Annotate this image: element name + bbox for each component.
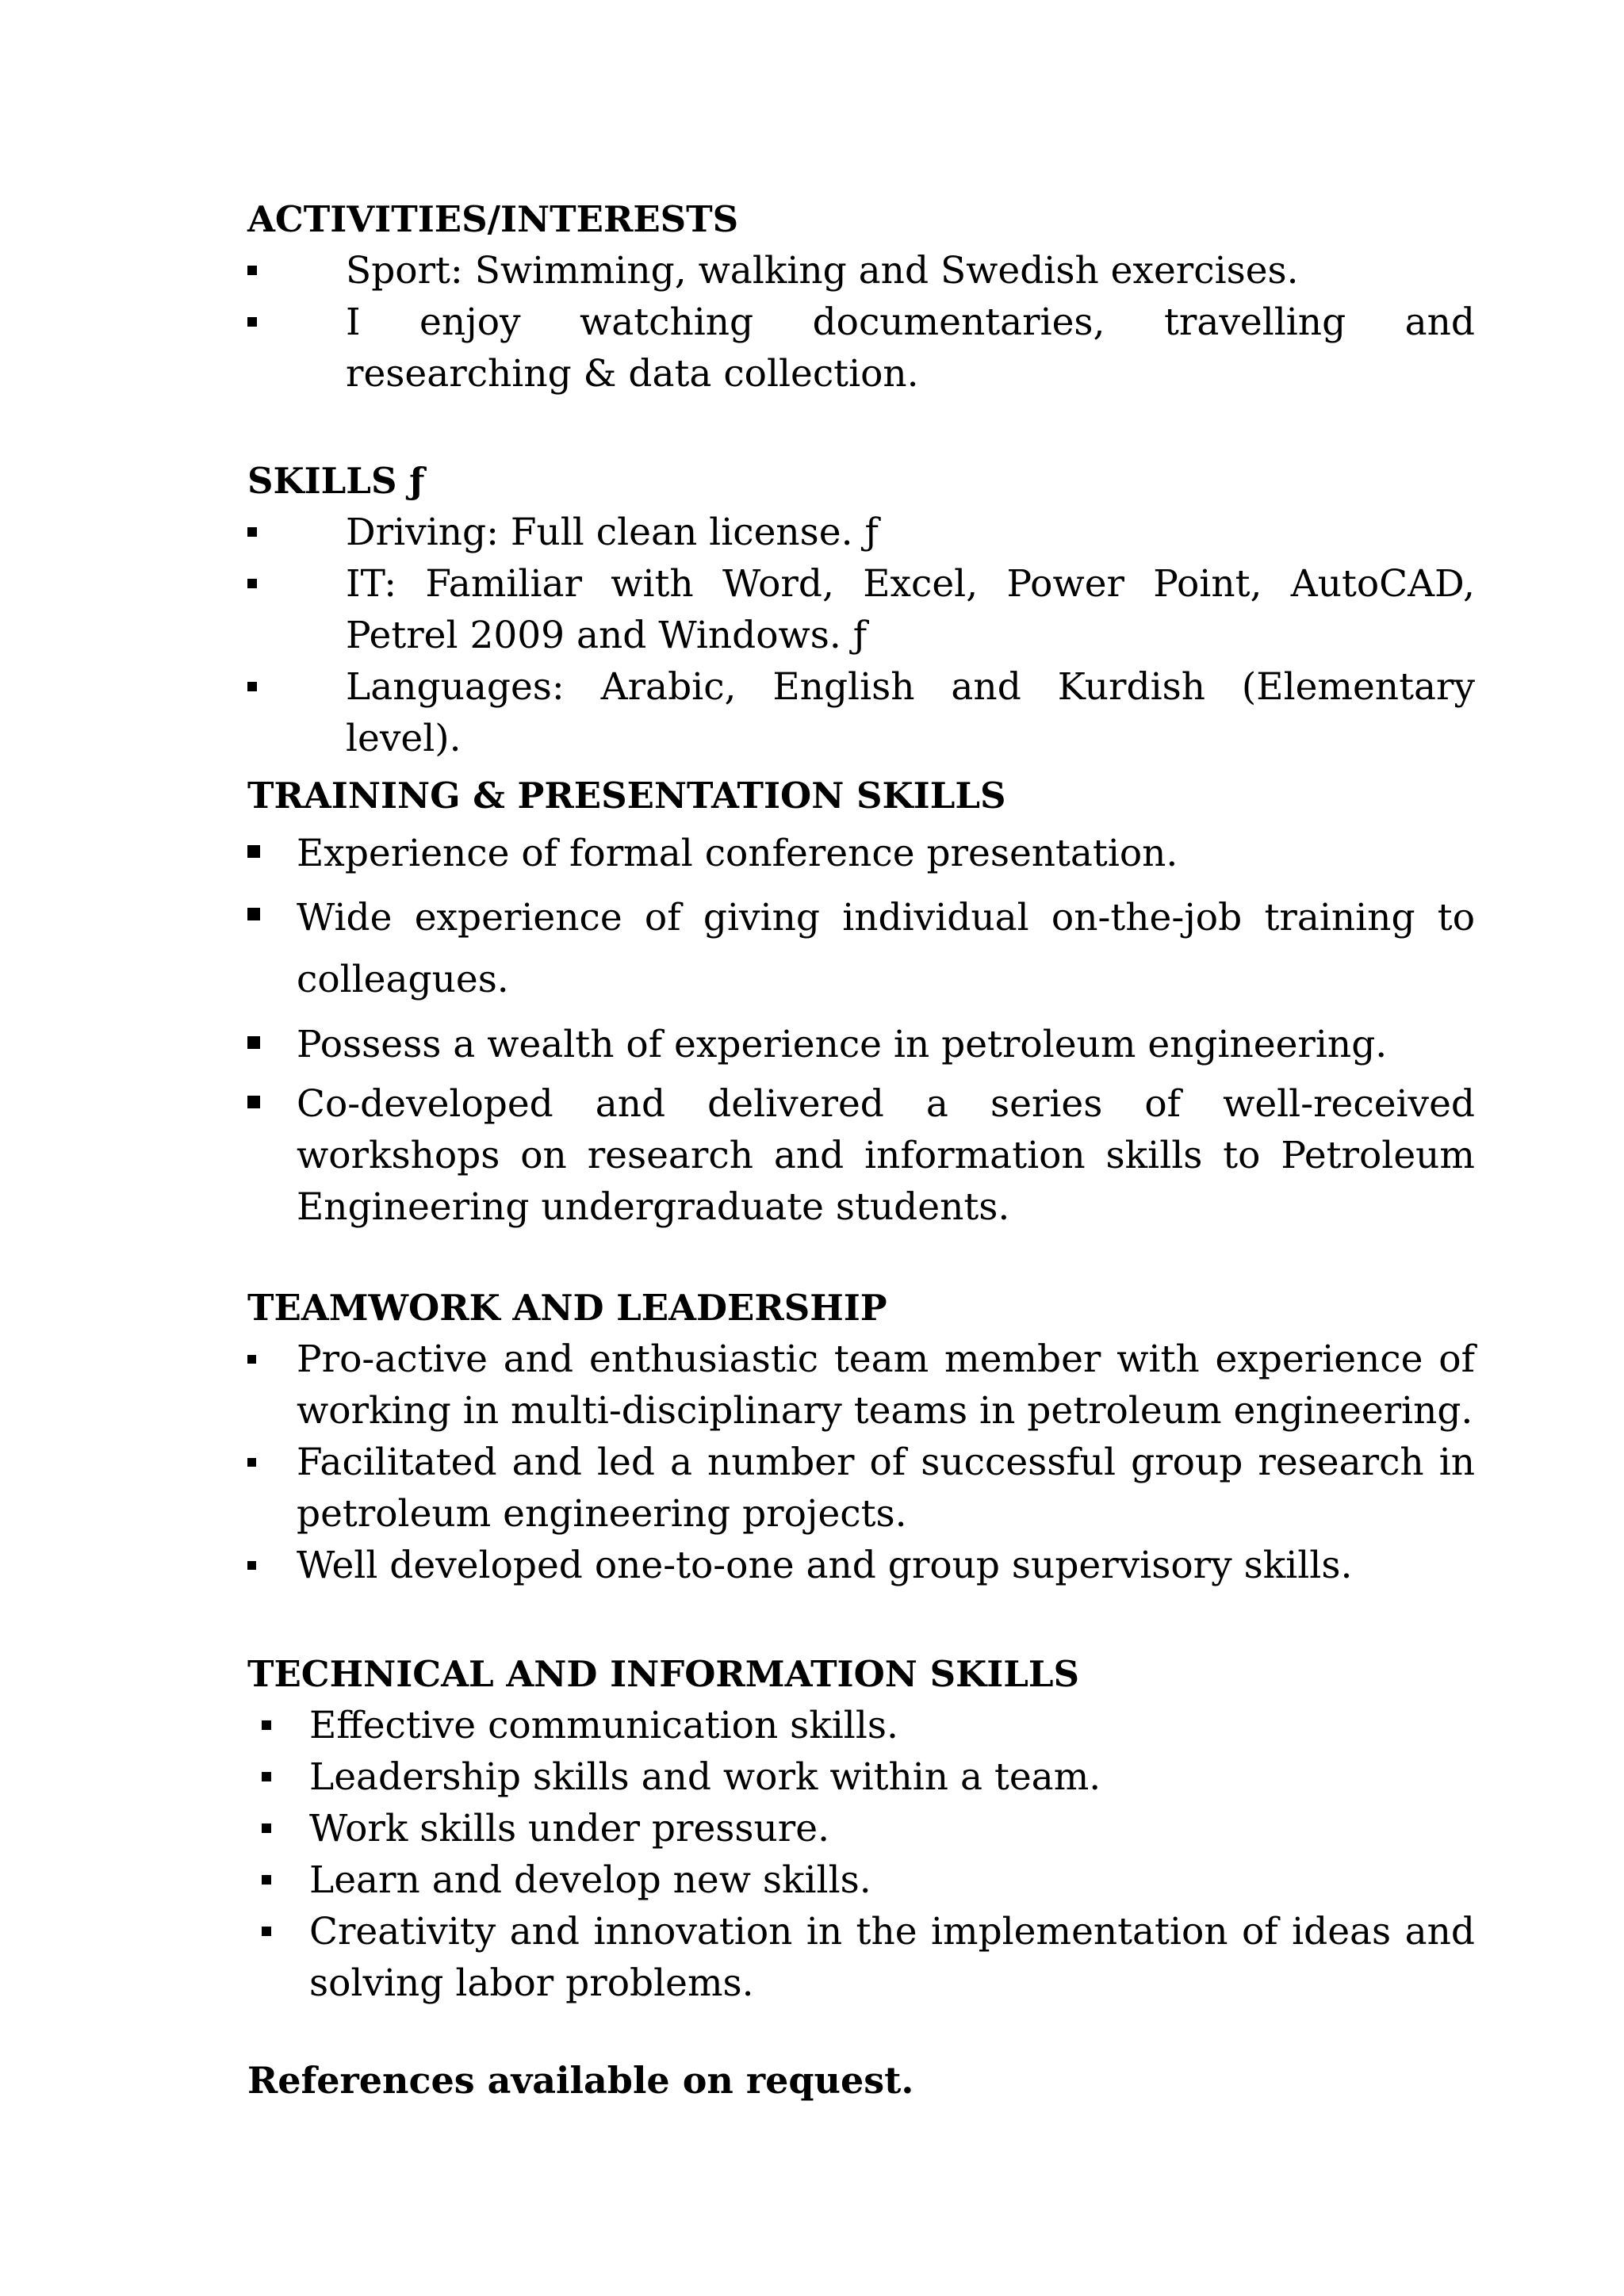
list-item (247, 1906, 1475, 2009)
list-item (247, 245, 1475, 297)
square-bullet-icon (247, 527, 257, 537)
bullet-list (247, 1334, 1475, 1591)
bullet-list (247, 1700, 1475, 2009)
section-heading: SKILLS ƒ (247, 460, 425, 502)
square-bullet-icon (247, 682, 257, 691)
list-item (247, 1803, 1475, 1854)
list-item-text: Pro-active and enthusiastic team member with experience of working in multi-disciplinary teams in petroleum engineering. (297, 1337, 1475, 1433)
list-item-text: Learn and develop new skills. (309, 1858, 871, 1902)
list-item (247, 828, 1475, 879)
list-item-text: Creativity and innovation in the implementation of ideas and solving labor problems. (309, 1910, 1475, 2005)
square-bullet-icon (262, 1875, 271, 1885)
list-item (247, 1019, 1475, 1070)
section-teamwork-leadership (247, 1282, 1475, 1591)
list-item (247, 507, 1475, 558)
list-item (247, 1334, 1475, 1437)
list-item-text: Facilitated and led a number of successful group research in petroleum engineering projects. (297, 1441, 1475, 1536)
list-item (247, 1854, 1475, 1906)
list-item-text: I enjoy watching documentaries, travelling and researching & data collection. (346, 300, 1475, 396)
section-heading: TRAINING & PRESENTATION SKILLS (247, 775, 1006, 817)
square-bullet-icon (247, 1458, 256, 1467)
list-item-text: Driving: Full clean license. ƒ (346, 511, 879, 554)
list-item-text: Effective communication skills. (309, 1704, 898, 1747)
list-item (247, 1540, 1475, 1591)
square-bullet-icon (247, 317, 257, 327)
list-item-text: Languages: Arabic, English and Kurdish (Elementary level). (346, 665, 1475, 760)
square-bullet-icon (247, 579, 257, 588)
bullet-list (247, 245, 1475, 400)
list-item-text: Possess a wealth of experience in petroleum engineering. (297, 1023, 1388, 1066)
square-bullet-icon (247, 1096, 260, 1108)
list-item-text: Co-developed and delivered a series of well-received workshops on research and information skills to Petroleum Engineering undergraduate students. (297, 1082, 1475, 1229)
list-item (247, 1437, 1475, 1540)
square-bullet-icon (262, 1720, 271, 1730)
square-bullet-icon (247, 845, 260, 858)
references-note: References available on request. (247, 2059, 914, 2102)
list-item-text: Well developed one-to-one and group supervisory skills. (297, 1544, 1353, 1587)
square-bullet-icon (262, 1772, 271, 1781)
bullet-list (247, 828, 1475, 1233)
square-bullet-icon (247, 1561, 256, 1570)
list-item-text: Experience of formal conference presentation. (297, 832, 1178, 875)
list-item-text: IT: Familiar with Word, Excel, Power Point, AutoCAD, Petrel 2009 and Windows. ƒ (346, 562, 1475, 657)
square-bullet-icon (262, 1927, 271, 1936)
section-heading: TECHNICAL AND INFORMATION SKILLS (247, 1653, 1080, 1695)
resume-page (247, 0, 1475, 2296)
list-item (247, 887, 1475, 1011)
list-item-text: Sport: Swimming, walking and Swedish exercises. (346, 249, 1299, 293)
bullet-list (247, 507, 1475, 764)
list-item (247, 558, 1475, 661)
section-training-presentation (247, 770, 1475, 1233)
list-item-text: Wide experience of giving individual on-the-job training to colleagues. (297, 896, 1475, 1001)
list-item (247, 297, 1475, 400)
square-bullet-icon (262, 1823, 271, 1833)
list-item (247, 1700, 1475, 1751)
square-bullet-icon (247, 266, 257, 275)
section-technical-information (247, 1648, 1475, 2009)
section-heading: ACTIVITIES/INTERESTS (247, 198, 739, 240)
square-bullet-icon (247, 1036, 260, 1049)
list-item-text: Leadership skills and work within a team. (309, 1755, 1101, 1799)
list-item (247, 1751, 1475, 1803)
list-item (247, 661, 1475, 764)
section-heading: TEAMWORK AND LEADERSHIP (247, 1287, 887, 1329)
square-bullet-icon (247, 1355, 256, 1364)
square-bullet-icon (247, 908, 260, 920)
list-item-text: Work skills under pressure. (309, 1807, 830, 1850)
list-item (247, 1078, 1475, 1233)
section-activities-interests (247, 193, 1475, 400)
section-skills (247, 455, 1475, 764)
